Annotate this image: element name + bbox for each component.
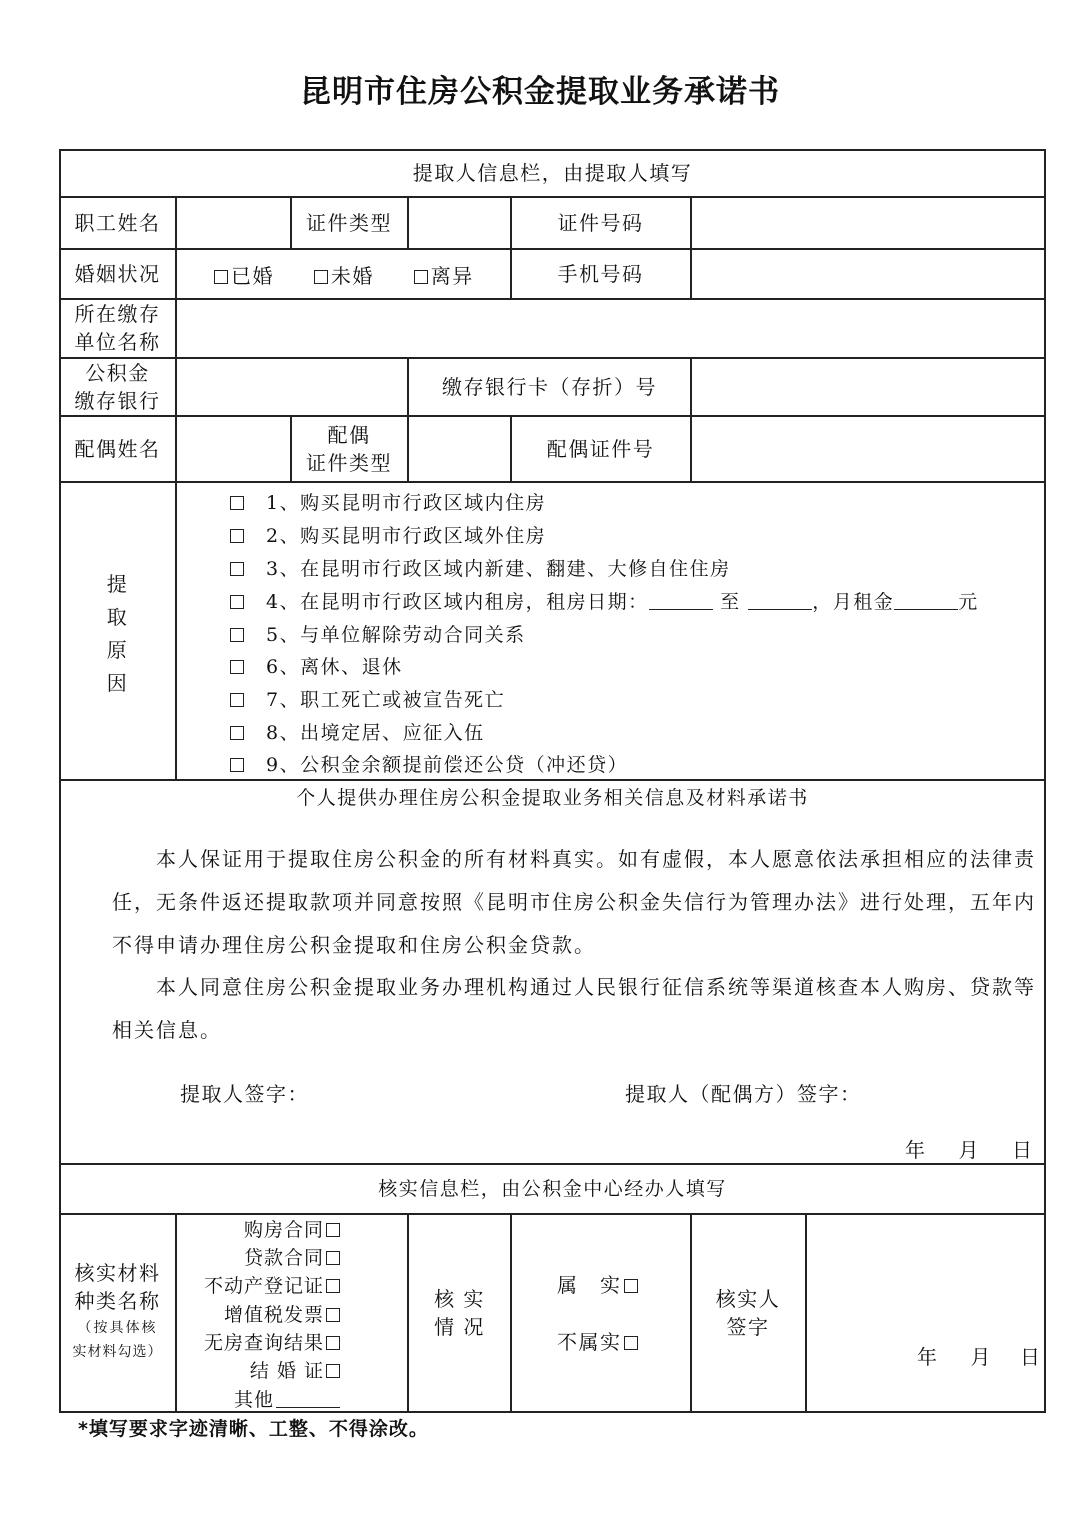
bank-card-label: 缴存银行卡（存折）号	[442, 374, 657, 399]
commitment-paragraph-1: 本人保证用于提取住房公积金的所有材料真实。如有虚假，本人愿意依法承担相应的法律责任，无条件返还提取款项并同意按照《昆明市住房公积金失信行为管理办法》进行处理，五年内不得申请办理住房公积金提取和住房公积金贷款。	[112, 847, 1036, 957]
checkbox-icon	[230, 693, 244, 707]
checkbox-icon	[230, 529, 244, 543]
material-other[interactable]: 其他	[180, 1385, 340, 1412]
divorced-checkbox[interactable]: 离异	[414, 264, 474, 288]
checkbox-icon	[230, 496, 244, 510]
checkbox-icon	[624, 1336, 638, 1350]
verification-section-header: 核实信息栏，由公积金中心经办人填写	[378, 1177, 727, 1200]
checkbox-icon	[230, 562, 244, 576]
verification-date: 年 月 日	[917, 1345, 1042, 1369]
rule	[175, 1213, 177, 1412]
verifier-signature-field[interactable]	[807, 1214, 1044, 1334]
reason-item[interactable]: 1、购买昆明市行政区域内住房	[230, 488, 546, 515]
reason-item[interactable]: 8、出境定居、应征入伍	[230, 718, 485, 745]
name-field[interactable]	[177, 197, 290, 248]
employer-field[interactable]	[177, 299, 1044, 357]
bank-label: 公积金 缴存银行	[74, 360, 161, 413]
reason-label: 提 取 原 因	[106, 572, 129, 695]
footnote: *填写要求字迹清晰、工整、不得涂改。	[78, 1418, 429, 1440]
commitment-paragraph-2: 本人同意住房公积金提取业务办理机构通过人民银行征信系统等渠道核查本人购房、贷款等相关信息。	[112, 975, 1036, 1042]
verification-status-label: 核 实 情 况	[434, 1287, 485, 1339]
id-number-label: 证件号码	[557, 210, 644, 235]
phone-field[interactable]	[692, 249, 1044, 298]
material-label: 核实材料 种类名称 （按具体核 实材料勾选）	[72, 1261, 163, 1360]
spouse-id-type-field[interactable]	[409, 416, 510, 481]
checkbox-icon	[326, 1279, 340, 1293]
checkbox-icon	[326, 1251, 340, 1265]
spouse-id-type-label: 配偶 证件类型	[306, 422, 392, 475]
checkbox-icon	[414, 270, 428, 284]
reason-item[interactable]: 3、在昆明市行政区域内新建、翻建、大修自住住房	[230, 554, 731, 581]
commitment-header: 个人提供办理住房公积金提取业务相关信息及材料承诺书	[296, 787, 809, 809]
marital-options	[214, 262, 474, 290]
applicant-signature-field[interactable]	[310, 1075, 570, 1111]
checkbox-icon	[326, 1336, 340, 1350]
material-option[interactable]: 不动产登记证	[180, 1271, 340, 1298]
name-label: 职工姓名	[74, 210, 161, 235]
spouse-signature-field[interactable]	[855, 1075, 1035, 1111]
reason-item[interactable]: 5、与单位解除劳动合同关系	[230, 620, 526, 647]
rule	[59, 779, 1046, 781]
commitment-date: 年 月 日	[905, 1138, 1034, 1162]
id-type-field[interactable]	[409, 197, 510, 248]
id-type-label: 证件类型	[306, 210, 392, 235]
spouse-id-number-label: 配偶证件号	[546, 436, 655, 461]
rule	[175, 196, 177, 781]
spouse-signature-label: 提取人（配偶方）签字：	[625, 1082, 862, 1106]
checkbox-icon	[326, 1308, 340, 1322]
employer-label: 所在缴存 单位名称	[74, 302, 161, 354]
marital-label: 婚姻状况	[74, 261, 161, 286]
material-option[interactable]: 结 婚 证	[180, 1356, 340, 1383]
reason-item-rent[interactable]: 4、在昆明市行政区域内租房，租房日期： 至 ，月租金 元	[230, 587, 979, 614]
spouse-name-label: 配偶姓名	[74, 436, 161, 461]
rent-end-field[interactable]	[748, 591, 812, 610]
material-option[interactable]: 增值税发票	[180, 1300, 340, 1327]
married-checkbox[interactable]: 已婚	[214, 264, 274, 288]
rent-amount-field[interactable]	[894, 591, 958, 610]
spouse-name-field[interactable]	[177, 416, 290, 481]
reason-item[interactable]: 9、公积金余额提前偿还公贷（冲还贷）	[230, 750, 628, 777]
checkbox-icon	[230, 628, 244, 642]
reason-item[interactable]: 2、购买昆明市行政区域外住房	[230, 521, 546, 548]
checkbox-icon	[326, 1223, 340, 1237]
form-title: 昆明市住房公积金提取业务承诺书	[300, 74, 780, 110]
checkbox-icon	[230, 726, 244, 740]
other-material-field[interactable]	[276, 1389, 340, 1408]
id-number-field[interactable]	[692, 197, 1044, 248]
material-option[interactable]: 贷款合同	[180, 1243, 340, 1270]
checkbox-icon	[214, 270, 228, 284]
border-right	[1044, 149, 1046, 1412]
checkbox-icon	[326, 1364, 340, 1378]
genuine-option[interactable]: 属 实	[557, 1271, 641, 1299]
material-option[interactable]: 无房查询结果	[180, 1328, 340, 1355]
phone-label: 手机号码	[557, 261, 644, 286]
bank-field[interactable]	[177, 358, 407, 415]
rule	[59, 481, 1046, 483]
checkbox-icon	[230, 660, 244, 674]
rule	[510, 1213, 512, 1412]
checkbox-icon	[314, 270, 328, 284]
bank-card-field[interactable]	[692, 358, 1044, 415]
checkbox-icon	[230, 758, 244, 772]
reason-item[interactable]: 6、离休、退休	[230, 652, 403, 679]
applicant-signature-label: 提取人签字：	[180, 1082, 309, 1106]
checkbox-icon	[230, 595, 244, 609]
rent-start-field[interactable]	[649, 591, 713, 610]
verifier-label: 核实人 签字	[715, 1287, 781, 1339]
checkbox-icon	[624, 1279, 638, 1293]
reason-item[interactable]: 7、职工死亡或被宣告死亡	[230, 685, 505, 712]
not-genuine-option[interactable]: 不属实	[557, 1328, 641, 1356]
applicant-section-header: 提取人信息栏，由提取人填写	[412, 161, 693, 185]
material-option[interactable]: 购房合同	[180, 1215, 340, 1242]
spouse-id-number-field[interactable]	[692, 416, 1044, 481]
unmarried-checkbox[interactable]: 未婚	[314, 264, 374, 288]
